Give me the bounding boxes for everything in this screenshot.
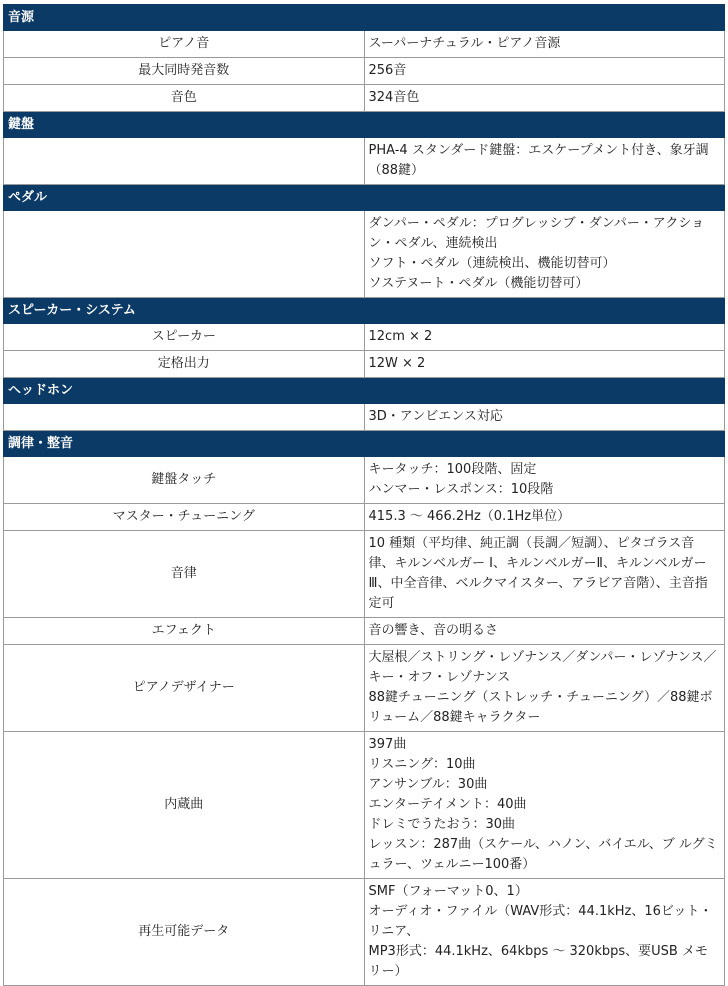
- spec-value: [364, 879, 725, 986]
- spec-label: [4, 211, 365, 298]
- spec-label: マスター・チューニング: [4, 504, 365, 531]
- spec-row: [4, 351, 725, 378]
- spec-value: [364, 85, 725, 112]
- spec-label: ピアノデザイナー: [4, 645, 365, 732]
- spec-value-line: 256音: [368, 63, 407, 78]
- spec-table-body: [4, 5, 725, 986]
- spec-value-line: 88鍵チューニング（ストレッチ・チューニング）／88鍵ボリューム／88鍵キャラクター: [368, 690, 713, 725]
- spec-value-line: 音の響き、音の明るさ: [368, 623, 498, 638]
- spec-row: [4, 58, 725, 85]
- spec-value-line: スーパーナチュラル・ピアノ音源: [368, 36, 561, 51]
- spec-value: [364, 138, 725, 185]
- spec-label: ピアノ音: [4, 31, 365, 58]
- spec-value: [364, 531, 725, 618]
- spec-label: エフェクト: [4, 618, 365, 645]
- section-header: [4, 5, 725, 31]
- spec-value-line: レッスン：287曲（スケール、ハノン、バイエル、ブ ルグミュラー、ツェルニー100番）: [368, 837, 718, 872]
- spec-label: 音律: [4, 531, 365, 618]
- spec-row: [4, 531, 725, 618]
- spec-row: [4, 457, 725, 504]
- spec-value-line: 3D・アンビエンス対応: [368, 409, 503, 424]
- spec-label: [4, 404, 365, 431]
- spec-value-line: エンターテイメント：40曲: [368, 797, 527, 812]
- spec-value-line: ハンマー・レスポンス：10段階: [368, 482, 554, 497]
- spec-value-line: PHA-4 スタンダード鍵盤：エスケープメント付き、象牙調（88鍵）: [368, 143, 709, 178]
- spec-value-line: ソフト・ペダル（連続検出、機能切替可）: [368, 256, 616, 271]
- spec-value-line: ソステヌート・ペダル（機能切替可）: [368, 276, 589, 291]
- section-title: ペダル: [4, 185, 725, 211]
- spec-row: [4, 504, 725, 531]
- spec-value-line: 12cm × 2: [368, 329, 433, 344]
- spec-value: [364, 504, 725, 531]
- spec-label: [4, 138, 365, 185]
- spec-value-line: リスニング：10曲: [368, 757, 476, 772]
- spec-row: [4, 31, 725, 58]
- spec-value: [364, 351, 725, 378]
- section-header: [4, 431, 725, 457]
- spec-value-line: オーディオ・ファイル（WAV形式：44.1kHz、16ビット・リニア、: [368, 904, 713, 939]
- spec-row: [4, 732, 725, 879]
- section-header: [4, 298, 725, 324]
- spec-row: [4, 138, 725, 185]
- spec-value-line: キータッチ：100段階、固定: [368, 462, 537, 477]
- section-header: [4, 185, 725, 211]
- spec-label: 音色: [4, 85, 365, 112]
- spec-value-line: 324音色: [368, 90, 420, 105]
- section-header: [4, 112, 725, 138]
- spec-label: 内蔵曲: [4, 732, 365, 879]
- spec-label: スピーカー: [4, 324, 365, 351]
- spec-value-line: アンサンブル：30曲: [368, 777, 488, 792]
- spec-value-line: 10 種類（平均律、純正調（長調／短調）、ピタゴラス音律、キルンベルガー Ⅰ、キルンベルガーⅡ、キルンベルガーⅢ、中全音律、ベルクマイスター、アラビア音階）、主音指定可: [368, 536, 708, 611]
- spec-value-line: 415.3 ～ 466.2Hz（0.1Hz単位）: [368, 509, 571, 524]
- spec-row: [4, 211, 725, 298]
- section-header: [4, 378, 725, 404]
- spec-label: 定格出力: [4, 351, 365, 378]
- spec-value-line: 大屋根／ストリング・レゾナンス／ダンパー・レゾナンス／キー・オフ・レゾナンス: [368, 650, 717, 685]
- section-title: ヘッドホン: [4, 378, 725, 404]
- section-title: 音源: [4, 5, 725, 31]
- spec-row: [4, 404, 725, 431]
- spec-label: 鍵盤タッチ: [4, 457, 365, 504]
- section-title: 調律・整音: [4, 431, 725, 457]
- spec-value-line: 397曲: [368, 737, 407, 752]
- spec-table: [3, 4, 725, 986]
- spec-value: [364, 31, 725, 58]
- spec-row: [4, 85, 725, 112]
- spec-value: [364, 457, 725, 504]
- section-title: 鍵盤: [4, 112, 725, 138]
- spec-value: [364, 404, 725, 431]
- spec-row: [4, 879, 725, 986]
- spec-row: [4, 618, 725, 645]
- spec-label: 再生可能データ: [4, 879, 365, 986]
- section-title: スピーカー・システム: [4, 298, 725, 324]
- spec-value-line: ドレミでうたおう：30曲: [368, 817, 516, 832]
- spec-value-line: 12W × 2: [368, 356, 426, 371]
- spec-value: [364, 324, 725, 351]
- spec-value-line: ダンパー・ペダル：プログレッシブ・ダンパー・アクション・ペダル、連続検出: [368, 216, 705, 251]
- spec-row: [4, 645, 725, 732]
- spec-value-line: MP3形式：44.1kHz、64kbps ～ 320kbps、要USB メモリー）: [368, 944, 708, 979]
- spec-value: [364, 58, 725, 85]
- spec-value: [364, 645, 725, 732]
- spec-label: 最大同時発音数: [4, 58, 365, 85]
- spec-row: [4, 324, 725, 351]
- spec-value: [364, 618, 725, 645]
- spec-value: [364, 211, 725, 298]
- spec-value: [364, 732, 725, 879]
- spec-value-line: SMF（フォーマット0、1）: [368, 884, 528, 899]
